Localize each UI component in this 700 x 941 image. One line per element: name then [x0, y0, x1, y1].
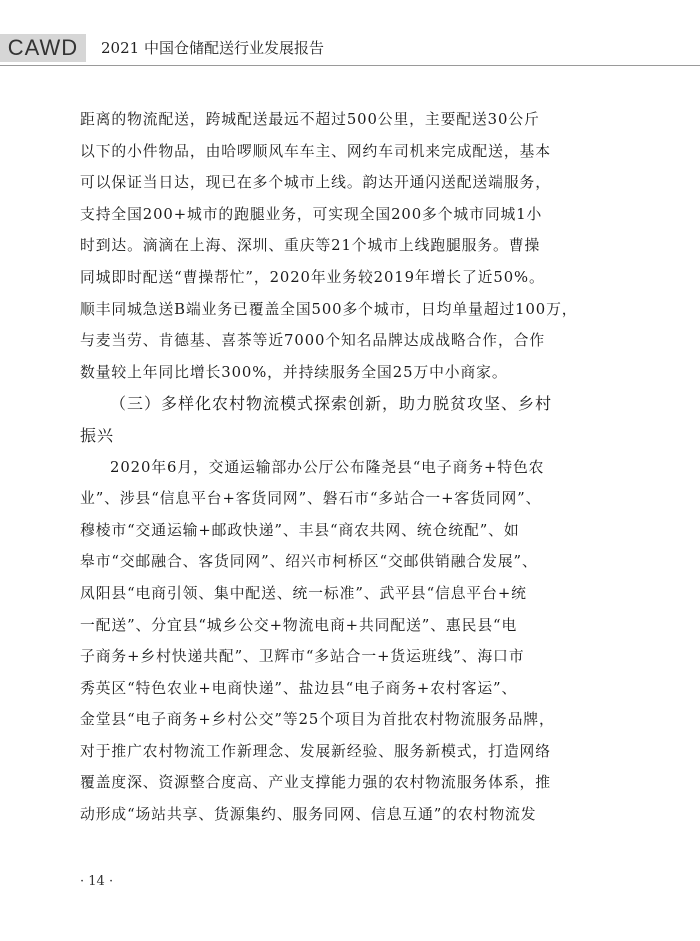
cawd-logo [0, 34, 86, 62]
text-line: 金堂县“电子商务+乡村公交”等25个项目为首批农村物流服务品牌， [80, 711, 555, 729]
text-line: 支持全国200+城市的跑腿业务，可实现全国200多个城市同城1小 [80, 205, 543, 223]
page-header [0, 34, 700, 62]
section-heading [80, 388, 625, 451]
text-line: 动形成“场站共享、货源集约、服务同网、信息互通”的农村物流发 [80, 806, 537, 824]
text-line: 秀英区“特色农业+电商快递”、盐边县“电子商务+农村客运”、 [80, 679, 518, 697]
text-line: 穆棱市“交通运输+邮政快递”、丰县“商农共网、统仓统配”、如 [80, 521, 520, 539]
report-title: 2021 中国仓储配送行业发展报告 [101, 39, 324, 57]
text-line: 对于推广农村物流工作新理念、发展新经验、服务新模式，打造网络 [80, 742, 551, 760]
text-line: 顺丰同城急送B端业务已覆盖全国500多个城市，日均单量超过100万， [80, 300, 578, 318]
text-line: 凤阳县“电商引领、集中配送、统一标准”、武平县“信息平台+统 [80, 584, 527, 602]
heading-line: 振兴 [80, 425, 115, 445]
page-number: · 14 · [80, 874, 114, 889]
text-line: 覆盖度深、资源整合度高、产业支撑能力强的农村物流服务体系，推 [80, 774, 551, 792]
document-body [80, 104, 625, 831]
paragraph-urban-delivery [80, 104, 625, 388]
text-line: 可以保证当日达，现已在多个城市上线。韵达开通闪送配送端服务， [80, 174, 551, 192]
paragraph-rural-logistics [80, 452, 625, 831]
text-line: 以下的小件物品，由哈啰顺风车车主、网约车司机来完成配送，基本 [80, 142, 551, 160]
text-line: 同城即时配送“曹操帮忙”，2020年业务较2019年增长了近50%。 [80, 268, 545, 286]
text-line: 皋市“交邮融合、客货同网”、绍兴市柯桥区“交邮供销融合发展”、 [80, 553, 538, 571]
text-line: 业”、涉县“信息平台+客货同网”、磐石市“多站合一+客货同网”、 [80, 490, 542, 508]
header-divider [0, 65, 700, 66]
text-line: 时到达。滴滴在上海、深圳、重庆等21个城市上线跑腿服务。曹操 [80, 237, 541, 255]
text-line: 数量较上年同比增长300%，并持续服务全国25万中小商家。 [80, 363, 508, 381]
text-line: 一配送”、分宜县“城乡公交+物流电商+共同配送”、惠民县“电 [80, 616, 518, 634]
logo-text: CAWD [7, 35, 79, 60]
text-line: 与麦当劳、肯德基、喜茶等近7000个知名品牌达成战略合作，合作 [80, 332, 546, 350]
text-line: 2020年6月，交通运输部办公厅公布隆尧县“电子商务+特色农 [110, 458, 545, 476]
heading-line: （三）多样化农村物流模式探索创新，助力脱贫攻坚、乡村 [110, 394, 553, 414]
text-line: 子商务+乡村快递共配”、卫辉市“多站合一+货运班线”、海口市 [80, 648, 525, 666]
text-line: 距离的物流配送，跨城配送最远不超过500公里，主要配送30公斤 [80, 111, 540, 128]
